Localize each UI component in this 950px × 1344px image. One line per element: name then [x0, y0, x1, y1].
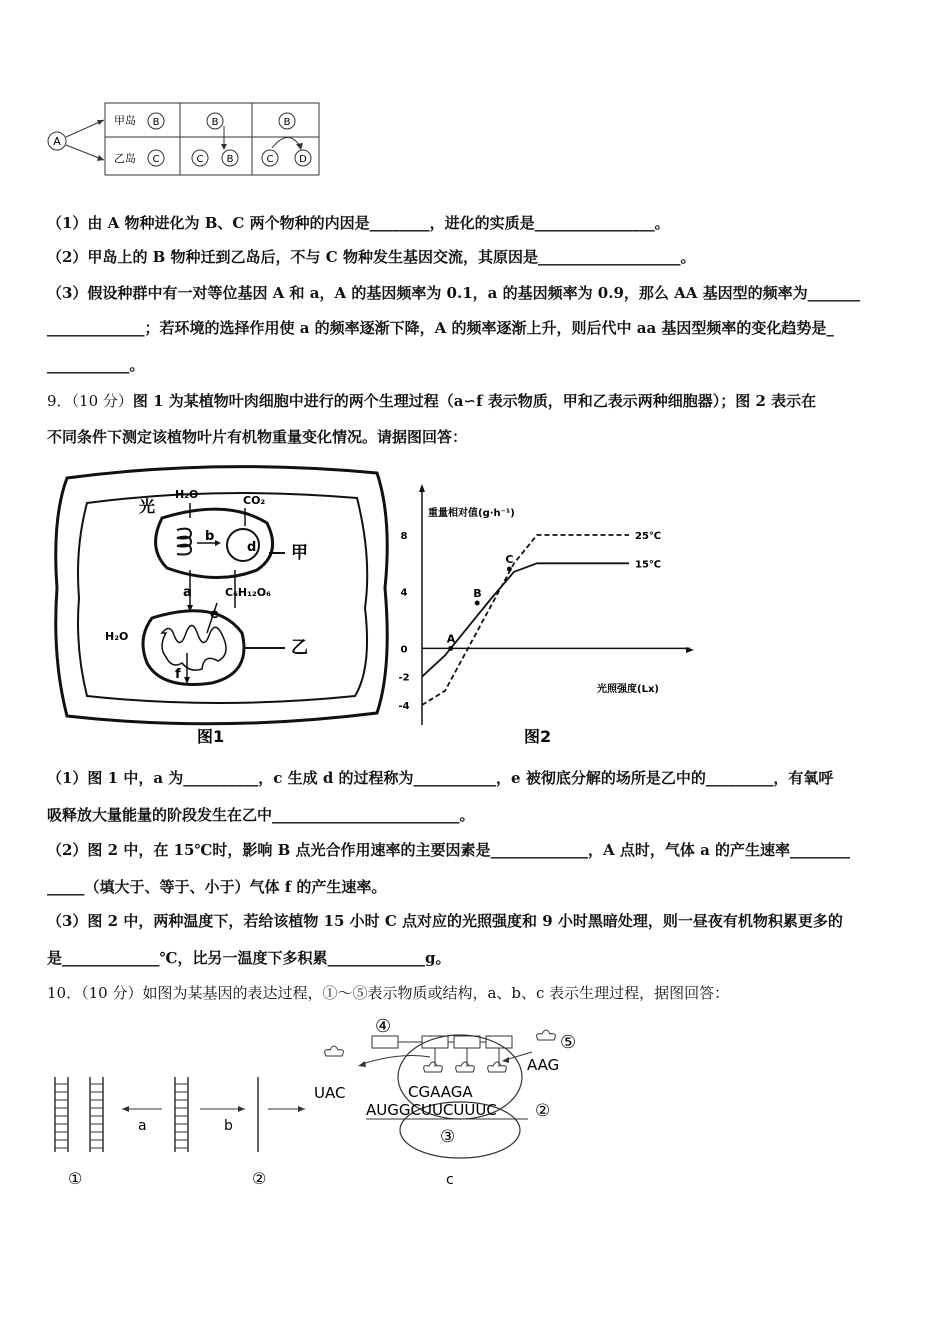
q8-part1: （1）由 A 物种进化为 B、C 两个物种的内因是________，进化的实质是________________。 — [47, 214, 670, 232]
q8-part3-line3: ___________。 — [47, 356, 145, 374]
chart-series-0 — [422, 535, 629, 705]
chart-series-label-0: 25℃ — [635, 531, 662, 542]
q9-intro-text: 图 1 为某植物叶肉细胞中进行的两个生理过程（a∽f 表示物质，甲和乙表示两种细胞器）；图 2 表示在 — [132, 392, 817, 410]
photosynthesis-chart-fig2 — [392, 480, 707, 750]
q9-part2-line1: （2）图 2 中，在 15℃时，影响 B 点光合作用速率的主要因素是_____________，A 点时，气体 a 的产生速率________ — [47, 841, 851, 859]
fig1-f-label: f — [175, 667, 181, 682]
fig1-jia-label: 甲 — [291, 543, 308, 563]
chart-ytick-4: -4 — [398, 701, 410, 712]
chart-caption: 图2 — [524, 727, 552, 746]
fig1-co2-label: CO₂ — [243, 494, 266, 507]
yi-cell-3b: D — [299, 154, 307, 165]
dna-label: ① — [68, 1169, 83, 1188]
chart-x-label: 光照强度(Lx) — [597, 684, 659, 695]
chart-point-label-A: A — [446, 632, 456, 646]
ribosome-label: ③ — [440, 1127, 456, 1147]
fig1-caption: 图1 — [197, 727, 225, 746]
chart-ytick-1: 4 — [400, 587, 408, 599]
chart-series-label-1: 15℃ — [635, 559, 662, 571]
chart-series-1 — [422, 563, 629, 676]
mrna-label: ② — [535, 1101, 551, 1121]
chart-point-B — [475, 601, 480, 606]
q9-part1-line1: （1）图 1 中，a 为__________，c 生成 d 的过程称为___________，e 被彻底分解的场所是乙中的_________，有氧呼 — [47, 769, 834, 787]
yi-cell-2b: B — [226, 154, 234, 165]
fig1-yi-label: 乙 — [291, 638, 308, 658]
trna-label: ⑤ — [560, 1032, 577, 1053]
chart-point-label-B: B — [473, 587, 482, 600]
fig1-light-label: 光 — [139, 497, 156, 516]
process-a-label: a — [138, 1118, 147, 1134]
q8-part2: （2）甲岛上的 B 物种迁到乙岛后，不与 C 物种发生基因交流，其原因是___________________。 — [47, 248, 696, 266]
jia-cell-2: B — [211, 117, 219, 128]
yi-cell-2a: C — [196, 154, 204, 165]
jia-cell-1: B — [152, 117, 160, 128]
q8-part3-line2: _____________；若环境的选择作用使 a 的频率逐渐下降，A 的频率逐渐上升，则后代中 aa 基因型频率的变化趋势是_ — [47, 319, 834, 337]
fig1-ch2o-label: C₆H₁₂O₆ — [225, 586, 271, 599]
q9-part3-line2: 是_____________℃，比另一温度下多积累_____________g。 — [47, 949, 451, 967]
process-b-label: b — [224, 1118, 233, 1134]
process-c-label: c — [446, 1172, 454, 1188]
fig1-e-label: e — [210, 607, 219, 622]
fig1-h2o-left-label: H₂O — [105, 630, 129, 643]
polypeptide-label: ④ — [375, 1016, 392, 1037]
fig1-d-label: d — [247, 540, 257, 555]
q9-number: 9．（10 分） — [47, 392, 133, 410]
chart-ytick-0: 8 — [400, 531, 408, 542]
q10-intro — [47, 983, 907, 1003]
yi-cell-3a: C — [266, 154, 274, 165]
anticodon-aag: AAG — [527, 1056, 560, 1074]
q9-part3-line1: （3）图 2 中，两种温度下，若给该植物 15 小时 C 点对应的光照强度和 9 小时黑暗处理，则一昼夜有机物积累更多的 — [47, 912, 843, 930]
q9-intro-line1 — [47, 391, 907, 411]
q9-part2-line2: _____（填大于、等于、小于）气体 f 的产生速率。 — [47, 878, 387, 896]
jia-cell-3: B — [283, 117, 291, 128]
chart-point-C — [507, 567, 512, 572]
cell-diagram-fig1 — [47, 458, 392, 748]
gene-expression-diagram — [40, 1012, 600, 1192]
mrna-sequence: AUGGCUUCUUUC — [366, 1101, 497, 1119]
fig1-a-label: a — [183, 585, 192, 600]
yi-island-label: 乙岛 — [114, 152, 136, 165]
anticodon-uac: UAC — [314, 1084, 346, 1102]
q8-part3-line1: （3）假设种群中有一对等位基因 A 和 a，A 的基因频率为 0.1，a 的基因频率为 0.9，那么 AA 基因型的频率为_______ — [47, 284, 861, 302]
jia-island-label: 甲岛 — [114, 114, 136, 127]
chart-ytick-2: 0 — [400, 644, 408, 656]
q9-part1-line2: 吸释放大量能量的阶段发生在乙中_________________________。 — [47, 806, 475, 824]
rna-label-bottom: ② — [252, 1169, 267, 1188]
fig1-h2o-top-label: H₂O — [175, 488, 199, 501]
chart-y-label: 重量相对值(g·h⁻¹) — [428, 508, 515, 519]
chart-ytick-3: -2 — [398, 672, 410, 684]
chart-point-A — [448, 646, 453, 651]
island-evolution-diagram — [40, 96, 330, 180]
anticodon-cgaaga: CGAAGA — [408, 1083, 473, 1101]
chart-point-label-C: C — [505, 553, 514, 566]
q9-intro-line2: 不同条件下测定该植物叶片有机物重量变化情况。请据图回答： — [47, 428, 468, 446]
q10-intro-text: 如图为某基因的表达过程，①～⑤表示物质或结构，a、b、c 表示生理过程，据图回答： — [142, 984, 730, 1002]
q10-number: 10．（10 分） — [47, 984, 143, 1002]
fig1-b-label: b — [205, 529, 215, 544]
yi-cell-1: C — [152, 154, 160, 165]
origin-species-label: A — [53, 135, 61, 148]
